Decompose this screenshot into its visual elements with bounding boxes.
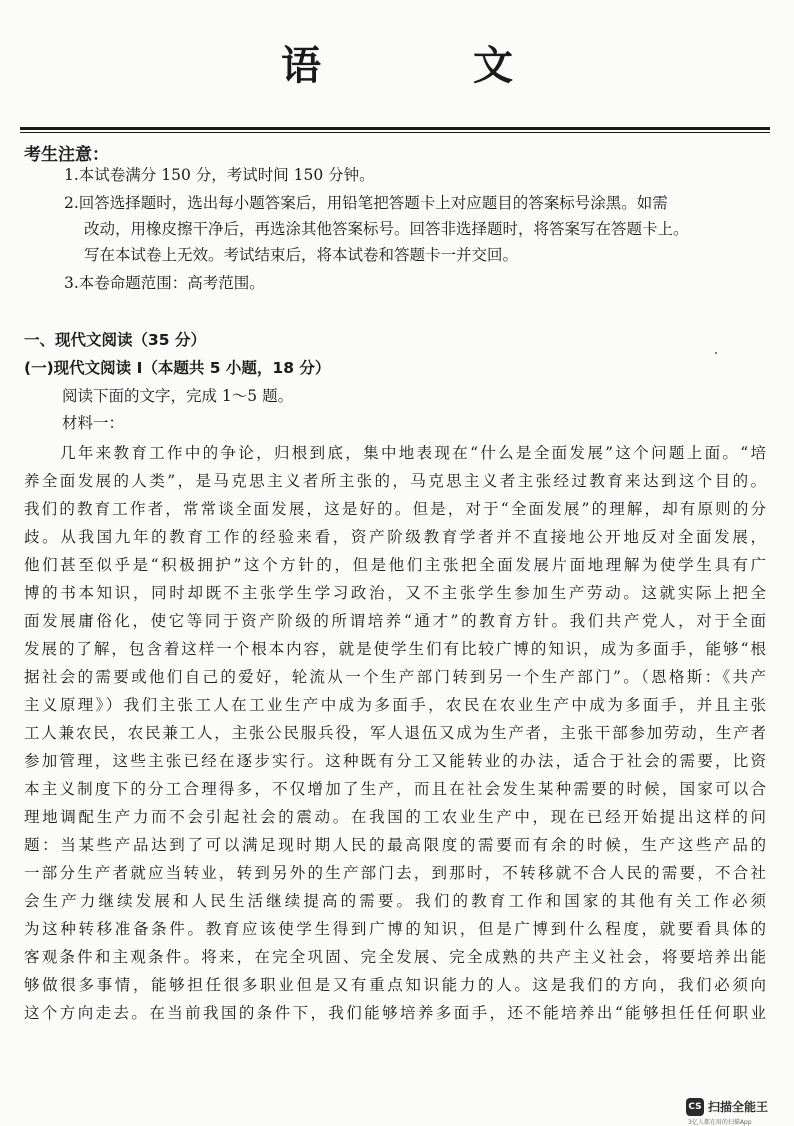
scanner-watermark <box>686 1094 791 1126</box>
material-label: 材料一： <box>62 414 125 432</box>
notice-item-3: 3.本卷命题范围：高考范围。 <box>64 274 265 292</box>
passage-line: 这个方向走去。在当前我国的条件下，我们能够培养多面手，还不能培养出“能够担任任何职业 <box>24 1004 766 1022</box>
passage-line: 博的书本知识，同时却既不主张学生学习政治，又不主张学生参加生产劳动。这就实际上把全 <box>24 584 766 602</box>
subsection-heading: (一)现代文阅读 Ⅰ（本题共 5 小题，18 分） <box>24 359 331 377</box>
page-title: 语 文 <box>281 43 569 89</box>
passage-line: 面发展庸俗化，使它等同于资产阶级的所谓培养“通才”的教育方针。我们共产党人，对于全面 <box>24 612 766 630</box>
passage-line: 发展的了解，包含着这样一个根本内容，就是使学生们有比较广博的知识，成为多面手，能够“根 <box>24 640 766 658</box>
notice-item-2-cont: 改动，用橡皮擦干净后，再选涂其他答案标号。回答非选择题时，将答案写在答题卡上。 <box>84 220 689 238</box>
header-rule-thick <box>20 127 770 130</box>
passage-line: 会生产力继续发展和人民生活继续提高的需要。我们的教育工作和国家的其他有关工作必须 <box>24 892 766 910</box>
watermark-brand: 扫描全能王 <box>708 1100 769 1114</box>
notice-heading: 考生注意： <box>24 145 109 165</box>
passage-line: 参加管理，这些主张已经在逐步实行。这种既有分工又能转业的办法，适合于社会的需要，比资 <box>24 752 766 770</box>
camscanner-logo-icon: CS <box>686 1098 704 1116</box>
passage-line: 一部分生产者就应当转业，转到另外的生产部门去，到那时，不转移就不合人民的需要，不合社 <box>24 864 766 882</box>
passage-line: 我们的教育工作者，常常谈全面发展，这是好的。但是，对于“全面发展”的理解，却有原则的分 <box>24 500 766 518</box>
instruction-text: 阅读下面的文字，完成 1～5 题。 <box>62 387 294 405</box>
passage-line: 工人兼农民，农民兼工人，主张公民服兵役，军人退伍又成为生产者，主张干部参加劳动，生产者 <box>24 724 766 742</box>
passage-line: 客观条件和主观条件。将来，在完全巩固、完全发展、完全成熟的共产主义社会，将要培养出能 <box>24 948 766 966</box>
passage-line: 够做很多事情，能够担任很多职业但是又有重点知识能力的人。这是我们的方向，我们必须向 <box>24 976 766 994</box>
section-heading: 一、现代文阅读（35 分） <box>24 331 206 349</box>
passage-line: 为这种转移准备条件。教育应该使学生得到广博的知识，但是广博到什么程度，就要看具体的 <box>24 920 766 938</box>
passage-line: 主义原理》）我们主张工人在工业生产中成为多面手，农民在农业生产中成为多面手，并且主张 <box>24 696 766 714</box>
watermark-tagline: 3亿人都在用的扫描App <box>688 1119 752 1126</box>
passage-line: 据社会的需要或他们自己的爱好，轮流从一个生产部门转到另一个生产部门”。（恩格斯：《共产 <box>24 668 766 686</box>
passage-line: 题：当某些产品达到了可以满足现时期人民的最高限度的需要而有余的时候，生产这些产品的 <box>24 836 766 854</box>
passage-line: 本主义制度下的分工合理得多，不仅增加了生产，而且在社会发生某种需要的时候，国家可以合 <box>24 780 766 798</box>
notice-item-2: 2.回答选择题时，选出每小题答案后，用铅笔把答题卡上对应题目的答案标号涂黑。如需 <box>64 194 668 212</box>
header-rule-thin <box>20 132 770 133</box>
passage-line: 他们甚至似乎是“积极拥护”这个方针的，但是他们主张把全面发展片面地理解为使学生具有广 <box>24 556 766 574</box>
notice-item-1: 1.本试卷满分 150 分，考试时间 150 分钟。 <box>64 166 375 184</box>
passage-line: 理地调配生产力而不会引起社会的震动。在我国的工农业生产中，现在已经开始提出这样的问 <box>24 808 766 826</box>
scan-speck <box>715 352 717 354</box>
passage-line: 歧。从我国九年的教育工作的经验来看，资产阶级教育学者并不直接地公开地反对全面发展， <box>24 528 766 546</box>
passage-line: 养全面发展的人类”，是马克思主义者所主张的，马克思主义者主张经过教育来达到这个目的。 <box>24 472 766 490</box>
passage-line: 几年来教育工作中的争论，归根到底，集中地表现在“什么是全面发展”这个问题上面。“培 <box>60 444 766 462</box>
notice-item-2-cont: 写在本试卷上无效。考试结束后，将本试卷和答题卡一并交回。 <box>84 246 519 264</box>
